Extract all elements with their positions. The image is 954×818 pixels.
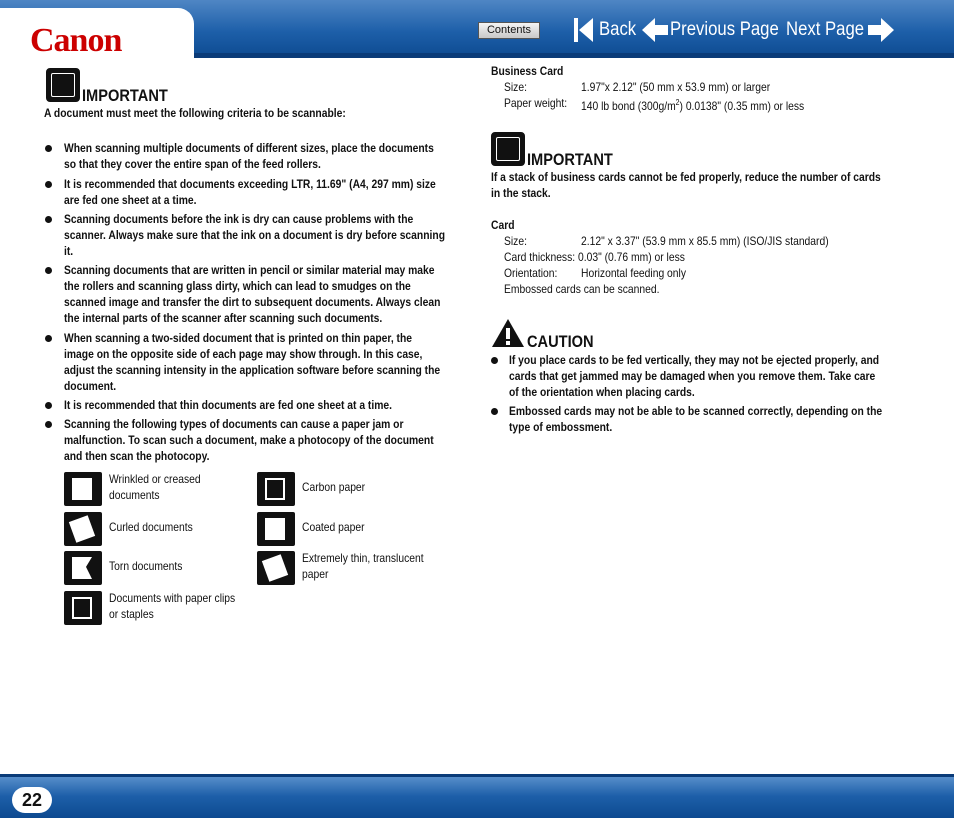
caution-item-line: cards that get jammed may be damaged when you remove them. Take care [509,369,876,383]
icon-glyph [265,478,285,500]
document-type-label: paper [302,567,329,581]
card-size-value: 2.12" x 3.37" (53.9 mm x 85.5 mm) (ISO/JIS standard) [581,234,829,248]
page-number: 22 [12,787,52,813]
back-icon [573,16,595,44]
icon-glyph [69,515,95,543]
important-heading-right: IMPORTANT [527,150,613,169]
bullet-dot [45,335,52,342]
criteria-item-line: adjust the scanning intensity in the application software before scanning the [64,363,441,377]
curled-document-icon [64,512,102,546]
important-icon [491,132,525,166]
card-title: Card [491,218,515,232]
canon-logo: Canon [30,22,122,59]
footer-bar [0,774,954,818]
document-type-label: Documents with paper clips [109,591,236,605]
paper-clip-document-icon [64,591,102,625]
criteria-item-line: the internal parts of the scanner after scanning such documents. [64,311,383,325]
business-card-title: Business Card [491,64,564,78]
weight-sup: 2 [675,98,680,107]
business-card-weight-label: Paper weight: [504,96,568,110]
important-text-line-2: in the stack. [491,186,551,200]
thin-paper-icon [257,551,295,585]
bullet-dot [491,357,498,364]
important-icon [46,68,80,102]
caution-heading: CAUTION [527,332,594,351]
document-type-label: Wrinkled or creased [109,472,201,486]
document-type-label: Coated paper [302,520,365,534]
weight-text-post: ) 0.0138" (0.35 mm) or less [679,99,805,113]
criteria-item-line: so that they cover the entire span of the feed rollers. [64,157,321,171]
business-card-size-label: Size: [504,80,527,94]
criteria-item-line: Scanning documents before the ink is dry can cause problems with the [64,212,414,226]
arrow-left-icon [641,16,669,44]
criteria-item-line: When scanning multiple documents of different sizes, place the documents [64,141,434,155]
next-page-button[interactable] [786,16,895,44]
criteria-item-line: the rollers and scanning glass dirty, which can lead to smudges on the [64,279,411,293]
card-thickness: Card thickness: 0.03" (0.76 mm) or less [504,250,685,264]
previous-page-button[interactable] [641,16,794,44]
document-type-label: Torn documents [109,559,183,573]
torn-document-icon [64,551,102,585]
criteria-intro: A document must meet the following criteria to be scannable: [44,106,346,120]
card-orientation-label: Orientation: [504,266,558,280]
carbon-paper-icon [257,472,295,506]
card-orientation-value: Horizontal feeding only [581,266,686,280]
arrow-right-icon [867,16,895,44]
caution-item-line: If you place cards to be fed vertically, they may not be ejected properly, and [509,353,880,367]
criteria-item-line: When scanning a two-sided document that is printed on thin paper, the [64,331,413,345]
bullet-dot [45,421,52,428]
bullet-dot [45,267,52,274]
bullet-dot [491,408,498,415]
document-type-label: Carbon paper [302,480,366,494]
criteria-item-line: image on the opposite side of each page may show through. In this case, [64,347,423,361]
wrinkled-document-icon [64,472,102,506]
criteria-item-line: Scanning the following types of documents can cause a paper jam or [64,417,404,431]
icon-glyph [72,557,92,579]
card-embossed-note: Embossed cards can be scanned. [504,282,660,296]
logo-panel [0,8,194,58]
criteria-item-line: scanner. Always make sure that the ink on a document is dry before scanning [64,228,446,242]
criteria-item-line: are fed one sheet at a time. [64,193,197,207]
caution-item-line: Embossed cards may not be able to be scanned correctly, depending on the [509,404,883,418]
business-card-weight-value [581,95,804,114]
icon-glyph [72,597,92,619]
criteria-item-line: document. [64,379,117,393]
criteria-item-line: It is recommended that documents exceeding LTR, 11.69" (A4, 297 mm) size [64,177,436,191]
criteria-item-line: scanned image and transfer the dirt to subsequent documents. Always clean [64,295,441,309]
warning-icon [491,318,525,348]
bullet-dot [45,145,52,152]
header-bar [0,0,954,58]
weight-text-pre: 140 lb bond (300g/m [581,99,676,113]
document-type-label: documents [109,488,160,502]
document-type-label: or staples [109,607,154,621]
caution-item-line: type of embossment. [509,420,613,434]
important-text-line-1: If a stack of business cards cannot be fed properly, reduce the number of cards [491,170,881,184]
contents-button[interactable]: Contents [478,22,540,39]
previous-page-label: Previous Page [670,19,779,40]
card-size-label: Size: [504,234,527,248]
document-type-label: Curled documents [109,520,193,534]
criteria-item-line: malfunction. To scan such a document, make a photocopy of the document [64,433,434,447]
bullet-dot [45,181,52,188]
criteria-item-line: Scanning documents that are written in pencil or similar material may make [64,263,435,277]
next-page-label: Next Page [786,19,865,40]
icon-glyph [265,518,285,540]
bullet-dot [45,402,52,409]
criteria-item-line: it. [64,244,74,258]
criteria-item-line: It is recommended that thin documents are fed one sheet at a time. [64,398,393,412]
business-card-size-value: 1.97"x 2.12" (50 mm x 53.9 mm) or larger [581,80,771,94]
back-button[interactable] [573,16,641,44]
coated-paper-icon [257,512,295,546]
icon-glyph [72,478,92,500]
footer-divider [0,774,954,777]
document-type-label: Extremely thin, translucent [302,551,424,565]
back-label: Back [599,19,637,40]
caution-item-line: of the orientation when placing cards. [509,385,695,399]
bullet-dot [45,216,52,223]
icon-glyph [262,554,288,582]
important-heading-left: IMPORTANT [82,86,168,105]
criteria-item-line: and then scan the photocopy. [64,449,210,463]
